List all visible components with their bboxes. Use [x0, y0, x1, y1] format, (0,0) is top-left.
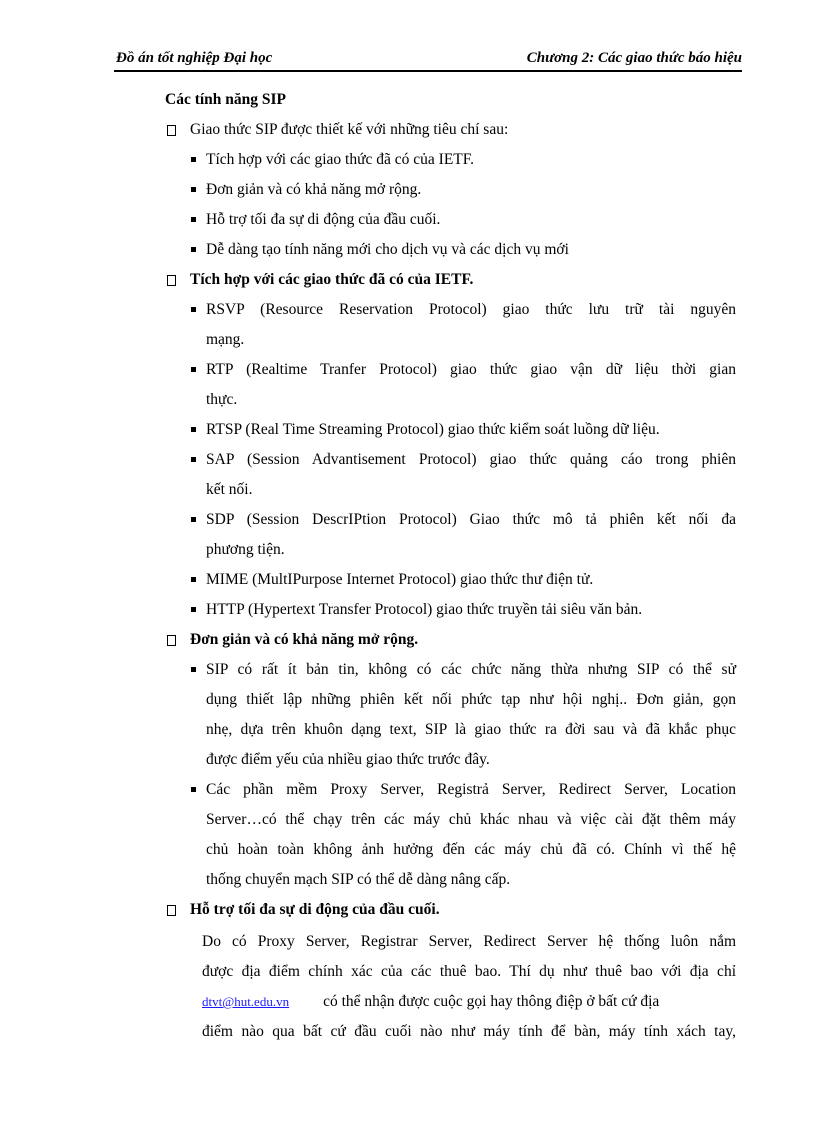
- simplicity-bullet-line: Server…có thể chạy trên các máy chủ khác nhau và việc cài đặt thêm máy: [206, 811, 736, 828]
- integration-bullet-line: RSVP (Resource Reservation Protocol) giao thức lưu trữ tài nguyên: [206, 301, 736, 318]
- intro-bullet: Hỗ trợ tối đa sự di động của đầu cuối.: [206, 211, 441, 228]
- integration-bullet-line: SDP (Session DescrIPtion Protocol) Giao thức mô tả phiên kết nối đa: [206, 511, 736, 528]
- wingding-square-icon: [167, 275, 176, 286]
- integration-bullet-line: phương tiện.: [206, 541, 285, 558]
- simplicity-bullet-line: nhẹ, dựa trên khuôn dạng text, SIP là giao thức ra đời sau và đã khắc phục: [206, 721, 736, 738]
- page-header: [114, 48, 742, 70]
- mobility-line: được địa điểm chính xác của các thuê bao. Thí dụ như thuê bao với địa chỉ: [202, 963, 736, 980]
- header-right: Chương 2: Các giao thức báo hiệu: [526, 50, 742, 66]
- bullet-square-icon: [191, 427, 196, 432]
- simplicity-bullet-line: dụng thiết lập những phiên kết nối phức tạp như hội nghị.. Đơn giản, gọn: [206, 691, 736, 708]
- mobility-line: điểm nào qua bất cứ đầu cuối nào như máy tính để bàn, máy tính xách tay,: [202, 1023, 736, 1040]
- intro-bullet: Đơn giản và có khả năng mở rộng.: [206, 181, 422, 198]
- intro-bullet: Dễ dàng tạo tính năng mới cho dịch vụ và các dịch vụ mới: [206, 241, 569, 258]
- header-rule: [114, 70, 742, 72]
- bullet-square-icon: [191, 517, 196, 522]
- mobility-heading: Hỗ trợ tối đa sự di động của đầu cuối.: [190, 901, 440, 918]
- bullet-square-icon: [191, 307, 196, 312]
- simplicity-bullet-line: thống chuyển mạch SIP có thể dễ dàng nâng cấp.: [206, 871, 511, 888]
- simplicity-heading: Đơn giản và có khả năng mở rộng.: [190, 631, 419, 648]
- bullet-square-icon: [191, 187, 196, 192]
- integration-bullet-line: HTTP (Hypertext Transfer Protocol) giao thức truyền tải siêu văn bản.: [206, 601, 643, 618]
- bullet-square-icon: [191, 667, 196, 672]
- simplicity-bullet-line: Các phần mềm Proxy Server, Registrả Server, Redirect Server, Location: [206, 781, 736, 798]
- wingding-square-icon: [167, 905, 176, 916]
- simplicity-bullet-line: được điểm yếu của nhiều giao thức trước đây.: [206, 751, 490, 768]
- bullet-square-icon: [191, 787, 196, 792]
- integration-bullet-line: RTP (Realtime Tranfer Protocol) giao thức giao vận dữ liệu thời gian: [206, 361, 736, 378]
- intro-text: Giao thức SIP được thiết kế với những tiêu chí sau:: [190, 121, 509, 138]
- bullet-square-icon: [191, 577, 196, 582]
- intro-bullet: Tích hợp với các giao thức đã có của IETF.: [206, 151, 475, 168]
- integration-bullet-line: RTSP (Real Time Streaming Protocol) giao thức kiểm soát luồng dữ liệu.: [206, 421, 660, 438]
- wingding-square-icon: [167, 635, 176, 646]
- simplicity-bullet-line: chủ hoàn toàn không ảnh hưởng đến các máy chủ đã có. Chính vì thế hệ: [206, 841, 736, 858]
- integration-bullet-line: thực.: [206, 391, 238, 408]
- bullet-square-icon: [191, 367, 196, 372]
- bullet-square-icon: [191, 607, 196, 612]
- integration-heading: Tích hợp với các giao thức đã có của IETF.: [190, 271, 474, 288]
- header-left: Đồ án tốt nghiệp Đại học: [116, 50, 273, 66]
- bullet-square-icon: [191, 247, 196, 252]
- integration-bullet-line: kết nối.: [206, 481, 253, 498]
- integration-bullet-line: SAP (Session Advantisement Protocol) giao thức quảng cáo trong phiên: [206, 451, 736, 468]
- bullet-square-icon: [191, 457, 196, 462]
- mobility-line: [202, 992, 736, 1012]
- email-link[interactable]: dtvt@hut.edu.vn: [202, 994, 290, 1009]
- integration-bullet-line: mạng.: [206, 331, 245, 348]
- wingding-square-icon: [167, 125, 176, 136]
- bullet-square-icon: [191, 217, 196, 222]
- mobility-line: Do có Proxy Server, Registrar Server, Redirect Server hệ thống luôn nắm: [202, 933, 736, 950]
- section-title: Các tính năng SIP: [165, 91, 287, 108]
- simplicity-bullet-line: SIP có rất ít bản tin, không có các chức năng thừa nhưng SIP có thể sử: [206, 661, 736, 678]
- bullet-square-icon: [191, 157, 196, 162]
- integration-bullet-line: MIME (MultIPurpose Internet Protocol) giao thức thư điện tử.: [206, 571, 594, 588]
- mobility-line-rest: có thể nhận được cuộc gọi hay thông điệp ở bất cứ địa: [323, 993, 660, 1010]
